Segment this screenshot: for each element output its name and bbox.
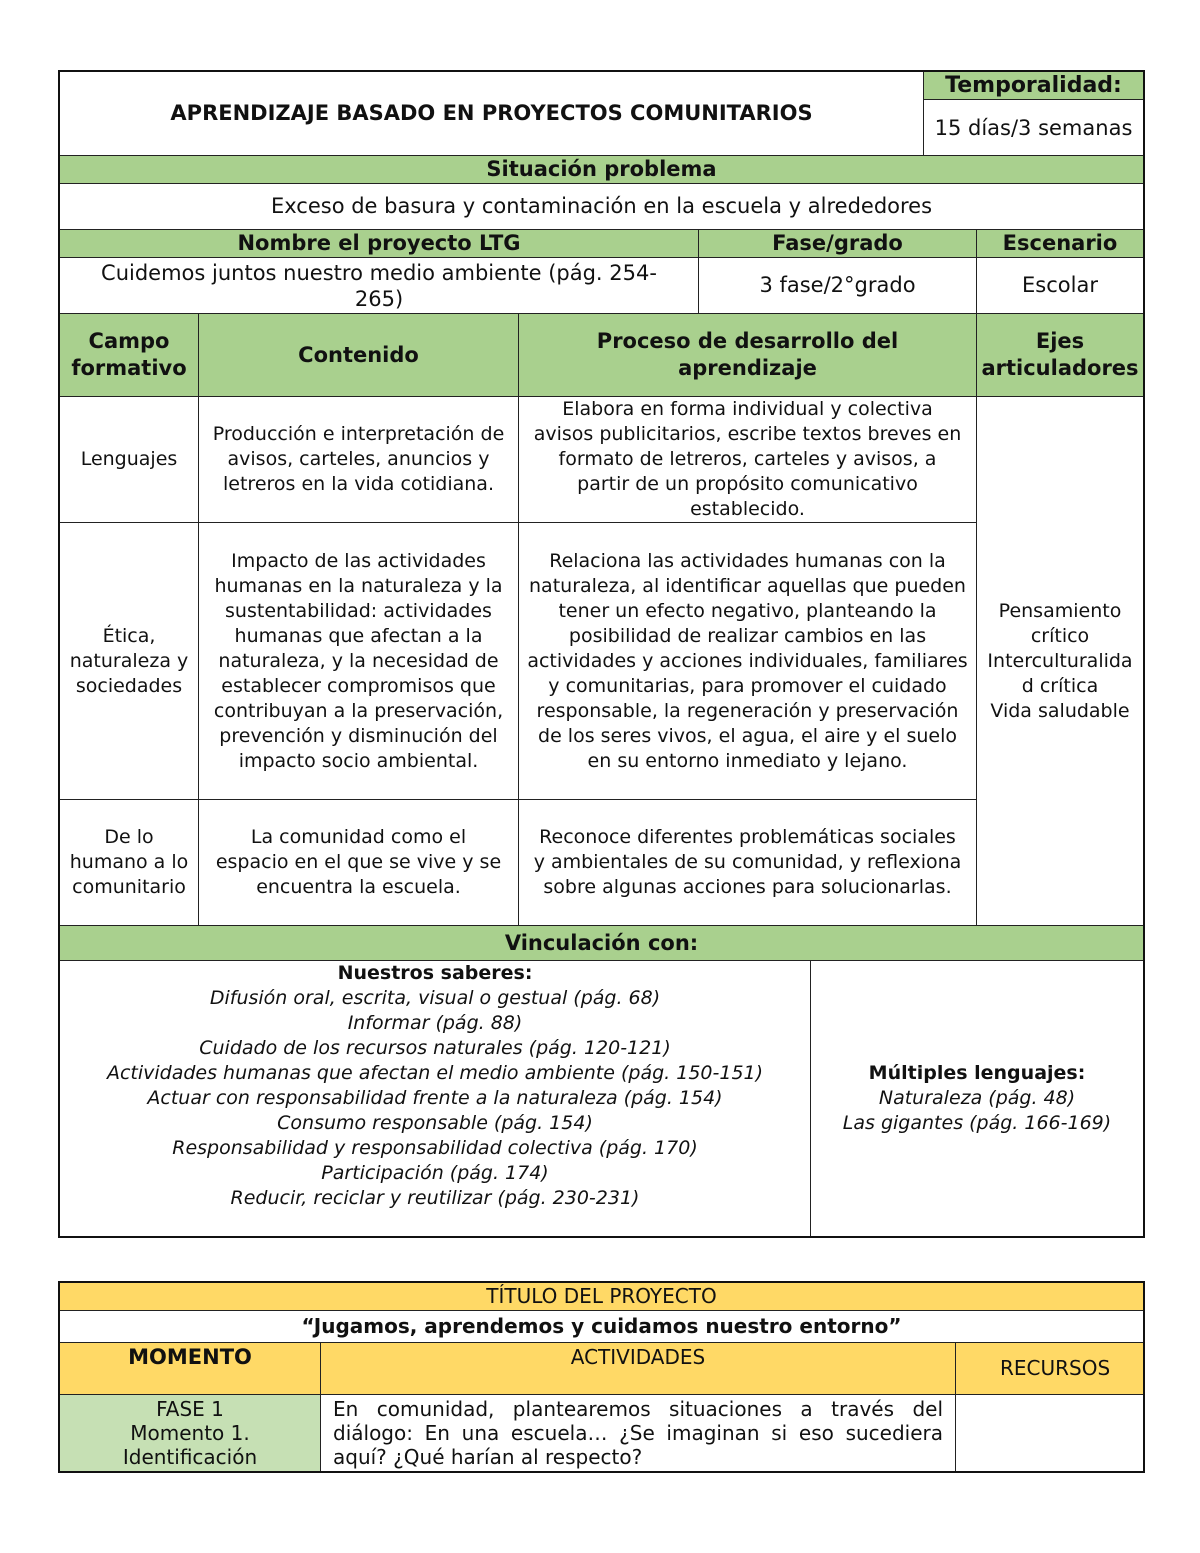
saber-item: Actividades humanas que afectan el medio ambiente (pág. 150-151) [106, 1062, 764, 1084]
actividad-cell: En comunidad, plantearemos situaciones a través del diálogo: En una escuela… ¿Se imaginan si eso sucediera aquí? ¿Qué harían al respecto? [320, 1394, 956, 1472]
saber-item: Responsabilidad y responsabilidad colectiva (pág. 170) [172, 1137, 698, 1159]
campo-cell: Ética, naturaleza y sociedades [59, 522, 199, 800]
situacion-value: Exceso de basura y contaminación en la escuela y alrededores [59, 183, 1144, 230]
lenguaje-item: Las gigantes (pág. 166-169) [842, 1112, 1112, 1134]
fase-label: FASE 1 [156, 1397, 224, 1421]
saber-item: Cuidado de los recursos naturales (pág. 120-121) [199, 1037, 671, 1059]
contenido-cell: Producción e interpretación de avisos, carteles, anuncios y letreros en la vida cotidiana. [198, 396, 519, 523]
momento-label: Momento 1. Identificación [122, 1421, 258, 1469]
temporalidad-value: 15 días/3 semanas [923, 99, 1144, 156]
escenario-value: Escolar [976, 257, 1144, 314]
campo-cell: De lo humano a lo comunitario [59, 799, 199, 926]
saber-item: Actuar con responsabilidad frente a la naturaleza (pág. 154) [147, 1087, 723, 1109]
header-contenido: Contenido [198, 313, 519, 397]
saber-item: Consumo responsable (pág. 154) [277, 1112, 593, 1134]
proceso-cell: Reconoce diferentes problemáticas sociales y ambientales de su comunidad, y reflexiona sobre algunas acciones para solucionarlas. [518, 799, 977, 926]
titulo-proyecto-value: “Jugamos, aprendemos y cuidamos nuestro entorno” [59, 1310, 1144, 1343]
titulo-proyecto-label: TÍTULO DEL PROYECTO [59, 1282, 1144, 1311]
ejes-cell [976, 396, 1144, 926]
vinculacion-label: Vinculación con: [59, 925, 1144, 961]
saberes-cell [59, 960, 811, 1237]
actividades-header: ACTIVIDADES [320, 1342, 956, 1395]
eje-item: Vida saludable [990, 699, 1130, 722]
momento-header: MOMENTO [59, 1342, 321, 1395]
lenguaje-item: Naturaleza (pág. 48) [878, 1087, 1076, 1109]
lenguajes-cell [810, 960, 1144, 1237]
fase-cell [59, 1394, 321, 1472]
proceso-cell: Relaciona las actividades humanas con la naturaleza, al identificar aquellas que pueden tener un efecto negativo, planteando la posibilidad de realizar cambios en las actividades y acciones individuales, familiares y comunitarias, para promover el cuidado responsable, la regeneración y preservación de los seres vivos, el agua, el aire y el suelo en su entorno inmediato y lejano. [518, 522, 977, 800]
contenido-cell: Impacto de las actividades humanas en la naturaleza y la sustentabilidad: actividades humanas que afectan a la naturaleza, y la necesidad de establecer compromisos que contribuyan a la preservación, prevención y disminución del impacto socio ambiental. [198, 522, 519, 800]
eje-item: Interculturalidad crítica [987, 649, 1133, 697]
temporalidad-label: Temporalidad: [923, 71, 1144, 100]
contenido-cell: La comunidad como el espacio en el que se vive y se encuentra la escuela. [198, 799, 519, 926]
saberes-label: Nuestros saberes: [337, 962, 533, 984]
escenario-label: Escenario [976, 229, 1144, 258]
fase-grado-label: Fase/grado [698, 229, 977, 258]
nombre-proyecto-label: Nombre el proyecto LTG [59, 229, 699, 258]
saber-item: Participación (pág. 174) [321, 1162, 549, 1184]
fase-grado-value: 3 fase/2°grado [698, 257, 977, 314]
situacion-label: Situación problema [59, 155, 1144, 184]
proceso-cell: Elabora en forma individual y colectiva avisos publicitarios, escribe textos breves en formato de letreros, carteles y avisos, a partir de un propósito comunicativo establecido. [518, 396, 977, 523]
campo-cell: Lenguajes [59, 396, 199, 523]
header-campo-formativo: Campo formativo [59, 313, 199, 397]
recursos-header: RECURSOS [955, 1342, 1144, 1395]
saber-item: Informar (pág. 88) [347, 1012, 523, 1034]
eje-item: Pensamiento crítico [998, 599, 1122, 647]
nombre-proyecto-value: Cuidemos juntos nuestro medio ambiente (pág. 254-265) [59, 257, 699, 314]
saber-item: Difusión oral, escrita, visual o gestual (pág. 68) [209, 987, 661, 1009]
saber-item: Reducir, reciclar y reutilizar (pág. 230-231) [230, 1187, 640, 1209]
header-proceso: Proceso de desarrollo del aprendizaje [518, 313, 977, 397]
recurso-cell [955, 1394, 1144, 1472]
lenguajes-label: Múltiples lenguajes: [868, 1062, 1086, 1084]
document-title: APRENDIZAJE BASADO EN PROYECTOS COMUNITARIOS [59, 71, 924, 156]
header-ejes: Ejes articuladores [976, 313, 1144, 397]
